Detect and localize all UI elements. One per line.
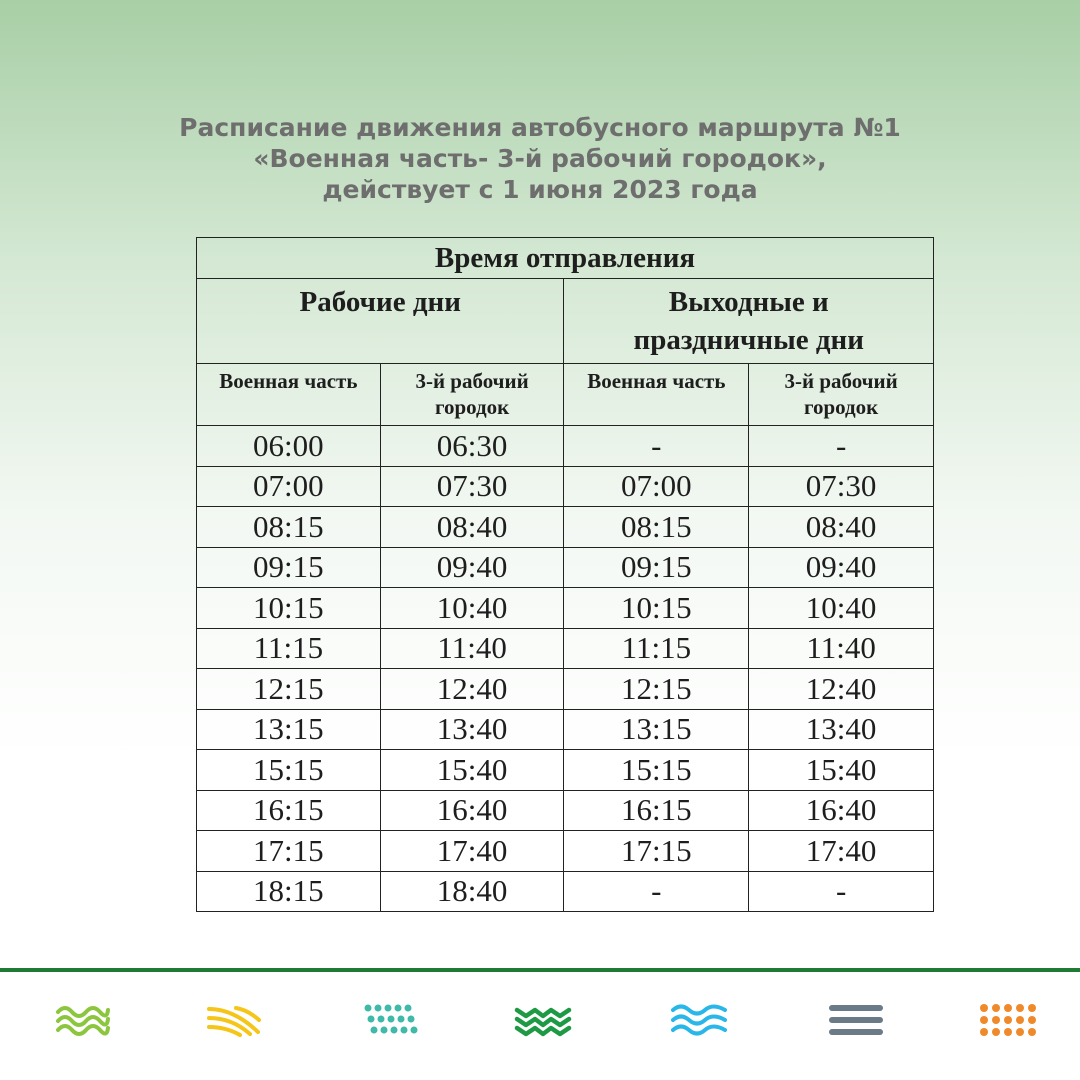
- time-cell: 09:15: [197, 547, 381, 588]
- time-cell: -: [749, 871, 934, 912]
- time-cell: 16:15: [564, 790, 749, 831]
- header-weekends-line-2: праздничные дни: [633, 324, 864, 356]
- time-cell: 07:30: [380, 466, 564, 507]
- time-cell: 11:40: [749, 628, 934, 669]
- table-row: [197, 871, 934, 912]
- time-cell: 12:40: [749, 669, 934, 710]
- time-cell: 13:15: [564, 709, 749, 750]
- time-cell: 09:15: [564, 547, 749, 588]
- blue-waves-icon: [670, 1000, 728, 1040]
- time-cell: 13:40: [380, 709, 564, 750]
- orange-dots-icon: [978, 1000, 1036, 1040]
- time-cell: 12:40: [380, 669, 564, 710]
- title-line-3: действует с 1 июня 2023 года: [322, 175, 758, 204]
- table-row: [197, 669, 934, 710]
- header-weekends: [564, 279, 934, 364]
- header-weekends-line-1: Выходные и: [668, 286, 829, 318]
- time-cell: 15:15: [197, 750, 381, 791]
- time-cell: 15:40: [380, 750, 564, 791]
- time-cell: 08:15: [197, 507, 381, 548]
- col-military-unit-weekends: Военная часть: [564, 364, 749, 426]
- teal-dots-icon: [362, 1000, 418, 1040]
- time-cell: 18:40: [380, 871, 564, 912]
- time-cell: -: [749, 426, 934, 467]
- time-cell: 07:00: [197, 466, 381, 507]
- time-cell: -: [564, 426, 749, 467]
- time-cell: 06:30: [380, 426, 564, 467]
- green-zigzag-icon: [514, 1000, 572, 1040]
- title-line-2: «Военная часть- 3-й рабочий городок»,: [253, 144, 827, 173]
- col-military-unit-workdays: Военная часть: [197, 364, 381, 426]
- time-cell: 15:40: [749, 750, 934, 791]
- time-cell: -: [564, 871, 749, 912]
- col-third-town-weekends: [749, 364, 934, 426]
- time-cell: 16:40: [749, 790, 934, 831]
- time-cell: 17:15: [197, 831, 381, 872]
- time-cell: 10:15: [564, 588, 749, 629]
- time-cell: 16:40: [380, 790, 564, 831]
- col2-line-1: 3-й рабочий: [415, 369, 529, 393]
- table-row: [197, 750, 934, 791]
- time-cell: 11:40: [380, 628, 564, 669]
- time-cell: 17:40: [749, 831, 934, 872]
- time-cell: 08:40: [380, 507, 564, 548]
- header-workdays: Рабочие дни: [197, 279, 564, 364]
- col4-line-1: 3-й рабочий: [784, 369, 898, 393]
- table-row: [197, 709, 934, 750]
- time-cell: 13:15: [197, 709, 381, 750]
- time-cell: 08:15: [564, 507, 749, 548]
- header-departure-time: Время отправления: [197, 238, 934, 279]
- table-row: [197, 790, 934, 831]
- time-cell: 12:15: [197, 669, 381, 710]
- time-cell: 12:15: [564, 669, 749, 710]
- footer-divider: [0, 968, 1080, 972]
- table-row: [197, 831, 934, 872]
- table-row: [197, 588, 934, 629]
- table-row: [197, 628, 934, 669]
- time-cell: 13:40: [749, 709, 934, 750]
- time-cell: 11:15: [197, 628, 381, 669]
- schedule-table: [196, 237, 934, 912]
- time-cell: 17:40: [380, 831, 564, 872]
- green-waves-icon: [55, 1000, 111, 1040]
- table-row: [197, 507, 934, 548]
- time-cell: 09:40: [749, 547, 934, 588]
- col-third-town-workdays: [380, 364, 564, 426]
- time-cell: 10:15: [197, 588, 381, 629]
- time-cell: 07:00: [564, 466, 749, 507]
- table-row: [197, 466, 934, 507]
- time-cell: 18:15: [197, 871, 381, 912]
- col4-line-2: городок: [803, 395, 879, 419]
- time-cell: 06:00: [197, 426, 381, 467]
- time-cell: 10:40: [749, 588, 934, 629]
- footer-logos: [0, 1000, 1080, 1045]
- title-line-1: Расписание движения автобусного маршрута №1: [179, 113, 901, 142]
- time-cell: 17:15: [564, 831, 749, 872]
- time-cell: 09:40: [380, 547, 564, 588]
- yellow-fields-icon: [206, 1000, 262, 1040]
- table-row: [197, 426, 934, 467]
- table-row: [197, 547, 934, 588]
- time-cell: 10:40: [380, 588, 564, 629]
- time-cell: 11:15: [564, 628, 749, 669]
- time-cell: 07:30: [749, 466, 934, 507]
- time-cell: 15:15: [564, 750, 749, 791]
- time-cell: 16:15: [197, 790, 381, 831]
- time-cell: 08:40: [749, 507, 934, 548]
- col2-line-2: городок: [434, 395, 510, 419]
- schedule-title: [0, 112, 1080, 205]
- gray-lines-icon: [828, 1000, 884, 1040]
